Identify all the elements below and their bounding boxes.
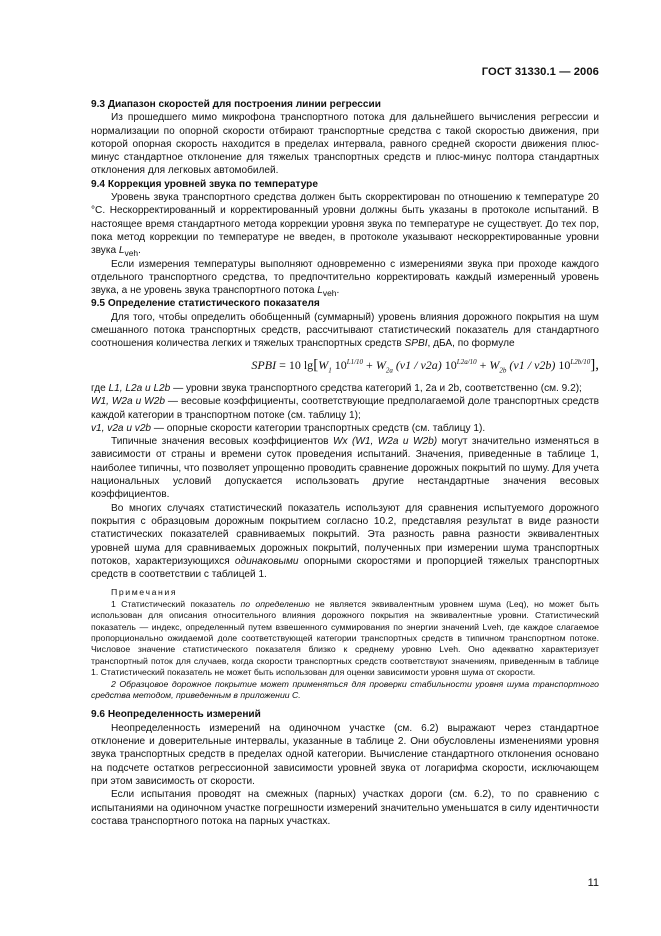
where-line-3: v1, v2a и v2b — опорные скорости категории транспортных средств (см. таблицу 1). <box>91 422 486 434</box>
section-9-4-para-1: Уровень звука транспортного средства должен быть скорректирован по отношению к температуре 20 °С. Нескорректированный и корректированный уровни должны быть указаны в протоколе испытаний. В настоящее время стандартного метода коррекции уровня звука по температуре не существует. До тех пор, пока метод коррекции по температуре не введен, в протоколе указывают нескорректированные уровни звука $L_{veh}$. <box>91 192 599 259</box>
note-2: 2 Образцовое дорожное покрытие может применяться для проверки стабильности уровня шума транспортного средства методом, приведенным в приложении С. <box>91 678 599 701</box>
note-1: 1 Статистический показатель по определению не является эквивалентным уровнем шума (Leq), но может быть использован для описания относительного влияния дорожного покрытия на эквивалентные уровни. Статистический показатель — индекс, определенный путем взвешенного суммирования по энергии значений Lveh, где каждое слагаемое пропорционально ожидаемой доле соответствующей категории транспортных средств в типичном транспортном потоке. Числовое значение статистического показателя близко к среднему уровню Lveh. Оно адекватно характеризует транспортный поток для случаев, когда скорости транспортных средств соответствуют значениям, приведенным в таблице 1. Статистический показатель не может быть использован для оценки зависимости уровня шума от скорости. <box>91 598 599 678</box>
section-9-6-title: 9.6 Неопределенность измерений <box>91 709 261 721</box>
section-9-4-para-2: Если измерения температуры выполняют одновременно с измерениями звука при проходе каждого отдельного транспортного средства, то предпочтительно корректировать каждый измеренный уровень звука, а не уровень звука транспортного потока $L_{veh}$. <box>91 258 599 299</box>
section-9-5-para-1: Для того, чтобы определить обобщенный (суммарный) уровень влияния дорожного покрытия на шум смешанного потока транспортных средств, рассчитывают статистический показатель для стандартного соотношения количества легких и тяжелых транспортных средств SPBI, дБА, по формуле <box>91 311 599 350</box>
notes-title: Примечания <box>111 587 178 598</box>
where-line-1: где L1, L2a и L2b — уровни звука транспортного средства категорий 1, 2a и 2b, соответственно (см. 9.2); <box>91 382 582 394</box>
page-number: 11 <box>587 877 599 889</box>
page-content <box>91 98 599 828</box>
section-9-3-body: Из прошедшего мимо микрофона транспортного потока для дальнейшего вычисления регрессии и нормализации по опорной скорости отбирают транспортные средства с такой скоростью движения, при которой опорная скорость находится в пределах интервала, равного средней скорости движения плюс-минус стандартное отклонение для тяжелых транспортных средств и плюс-минус полтора стандартных отклонения для легковых автомобилей. <box>91 112 599 177</box>
section-9-6-para-1: Неопределенность измерений на одиночном участке (см. 6.2) выражают через стандартное отклонение и доверительные интервалы, указанные в таблице 2. Они обусловлены изменениями уровня звука транспортных средств в пределах одной категории. Вычисление стандартного отклонения основано на подсчете остатков регрессионной зависимости уровней звука от логарифма скорости, исключающем при этом зависимость от скорости. <box>91 722 599 787</box>
section-9-5-para-2: Типичные значения весовых коэффициентов Wx (W1, W2a и W2b) могут значительно изменяться в зависимости от страны и времени суток проведения испытаний. Значения, приведенные в таблице 1, наиболее типичны, что позволяет упрощенно проводить сравнение дорожных покрытий по шуму. Для учета национальных условий допускается использовать другие нестандартные значения весовых коэффициентов. <box>91 436 600 501</box>
section-9-5-title: 9.5 Определение статистического показателя <box>91 298 320 310</box>
section-9-5-para-3: Во многих случаях статистический показатель используют для сравнения испытуемого дорожного покрытия с образцовым дорожным покрытием согласно 10.2, представляя результат в виде разности статистических показателей сравниваемых покрытий. Эта разность равна разности эквивалентных уровней шума для сравниваемых дорожных покрытий, полученных при измерении шума транспортных потоков, характеризующихся одинаковыми опорными скоростями и пропорцией тяжелых транспортных средств в соответствии с таблицей 1. <box>91 502 599 581</box>
section-9-4-title: 9.4 Коррекция уровней звука по температуре <box>91 178 318 190</box>
section-9-3-title: 9.3 Диапазон скоростей для построения линии регрессии <box>91 99 381 110</box>
spbi-formula: SPBI = 10 $\lg[W_1$ $10^{L1/10} + W_{2a}$ (v1 / v2a) $10^{L2a/10} + W_{2b}$ (v1 / v2b) $10^{L2b/10}$], <box>251 356 599 375</box>
standard-header: ГОСТ 31330.1 — 2006 <box>481 66 599 78</box>
section-9-6-para-2: Если испытания проводят на смежных (парных) участках дороги (см. 6.2), то по сравнению с испытаниями на одиночном участке погрешности измерений значительно уменьшатся в силу идентичности состава транспортного потока на парных участках. <box>91 789 599 827</box>
notes-block <box>91 587 599 701</box>
where-line-2: W1, W2a и W2b — весовые коэффициенты, соответствующие предполагаемой доле транспортных средств каждой категории в транспортном потоке (см. таблицу 1); <box>91 396 599 421</box>
